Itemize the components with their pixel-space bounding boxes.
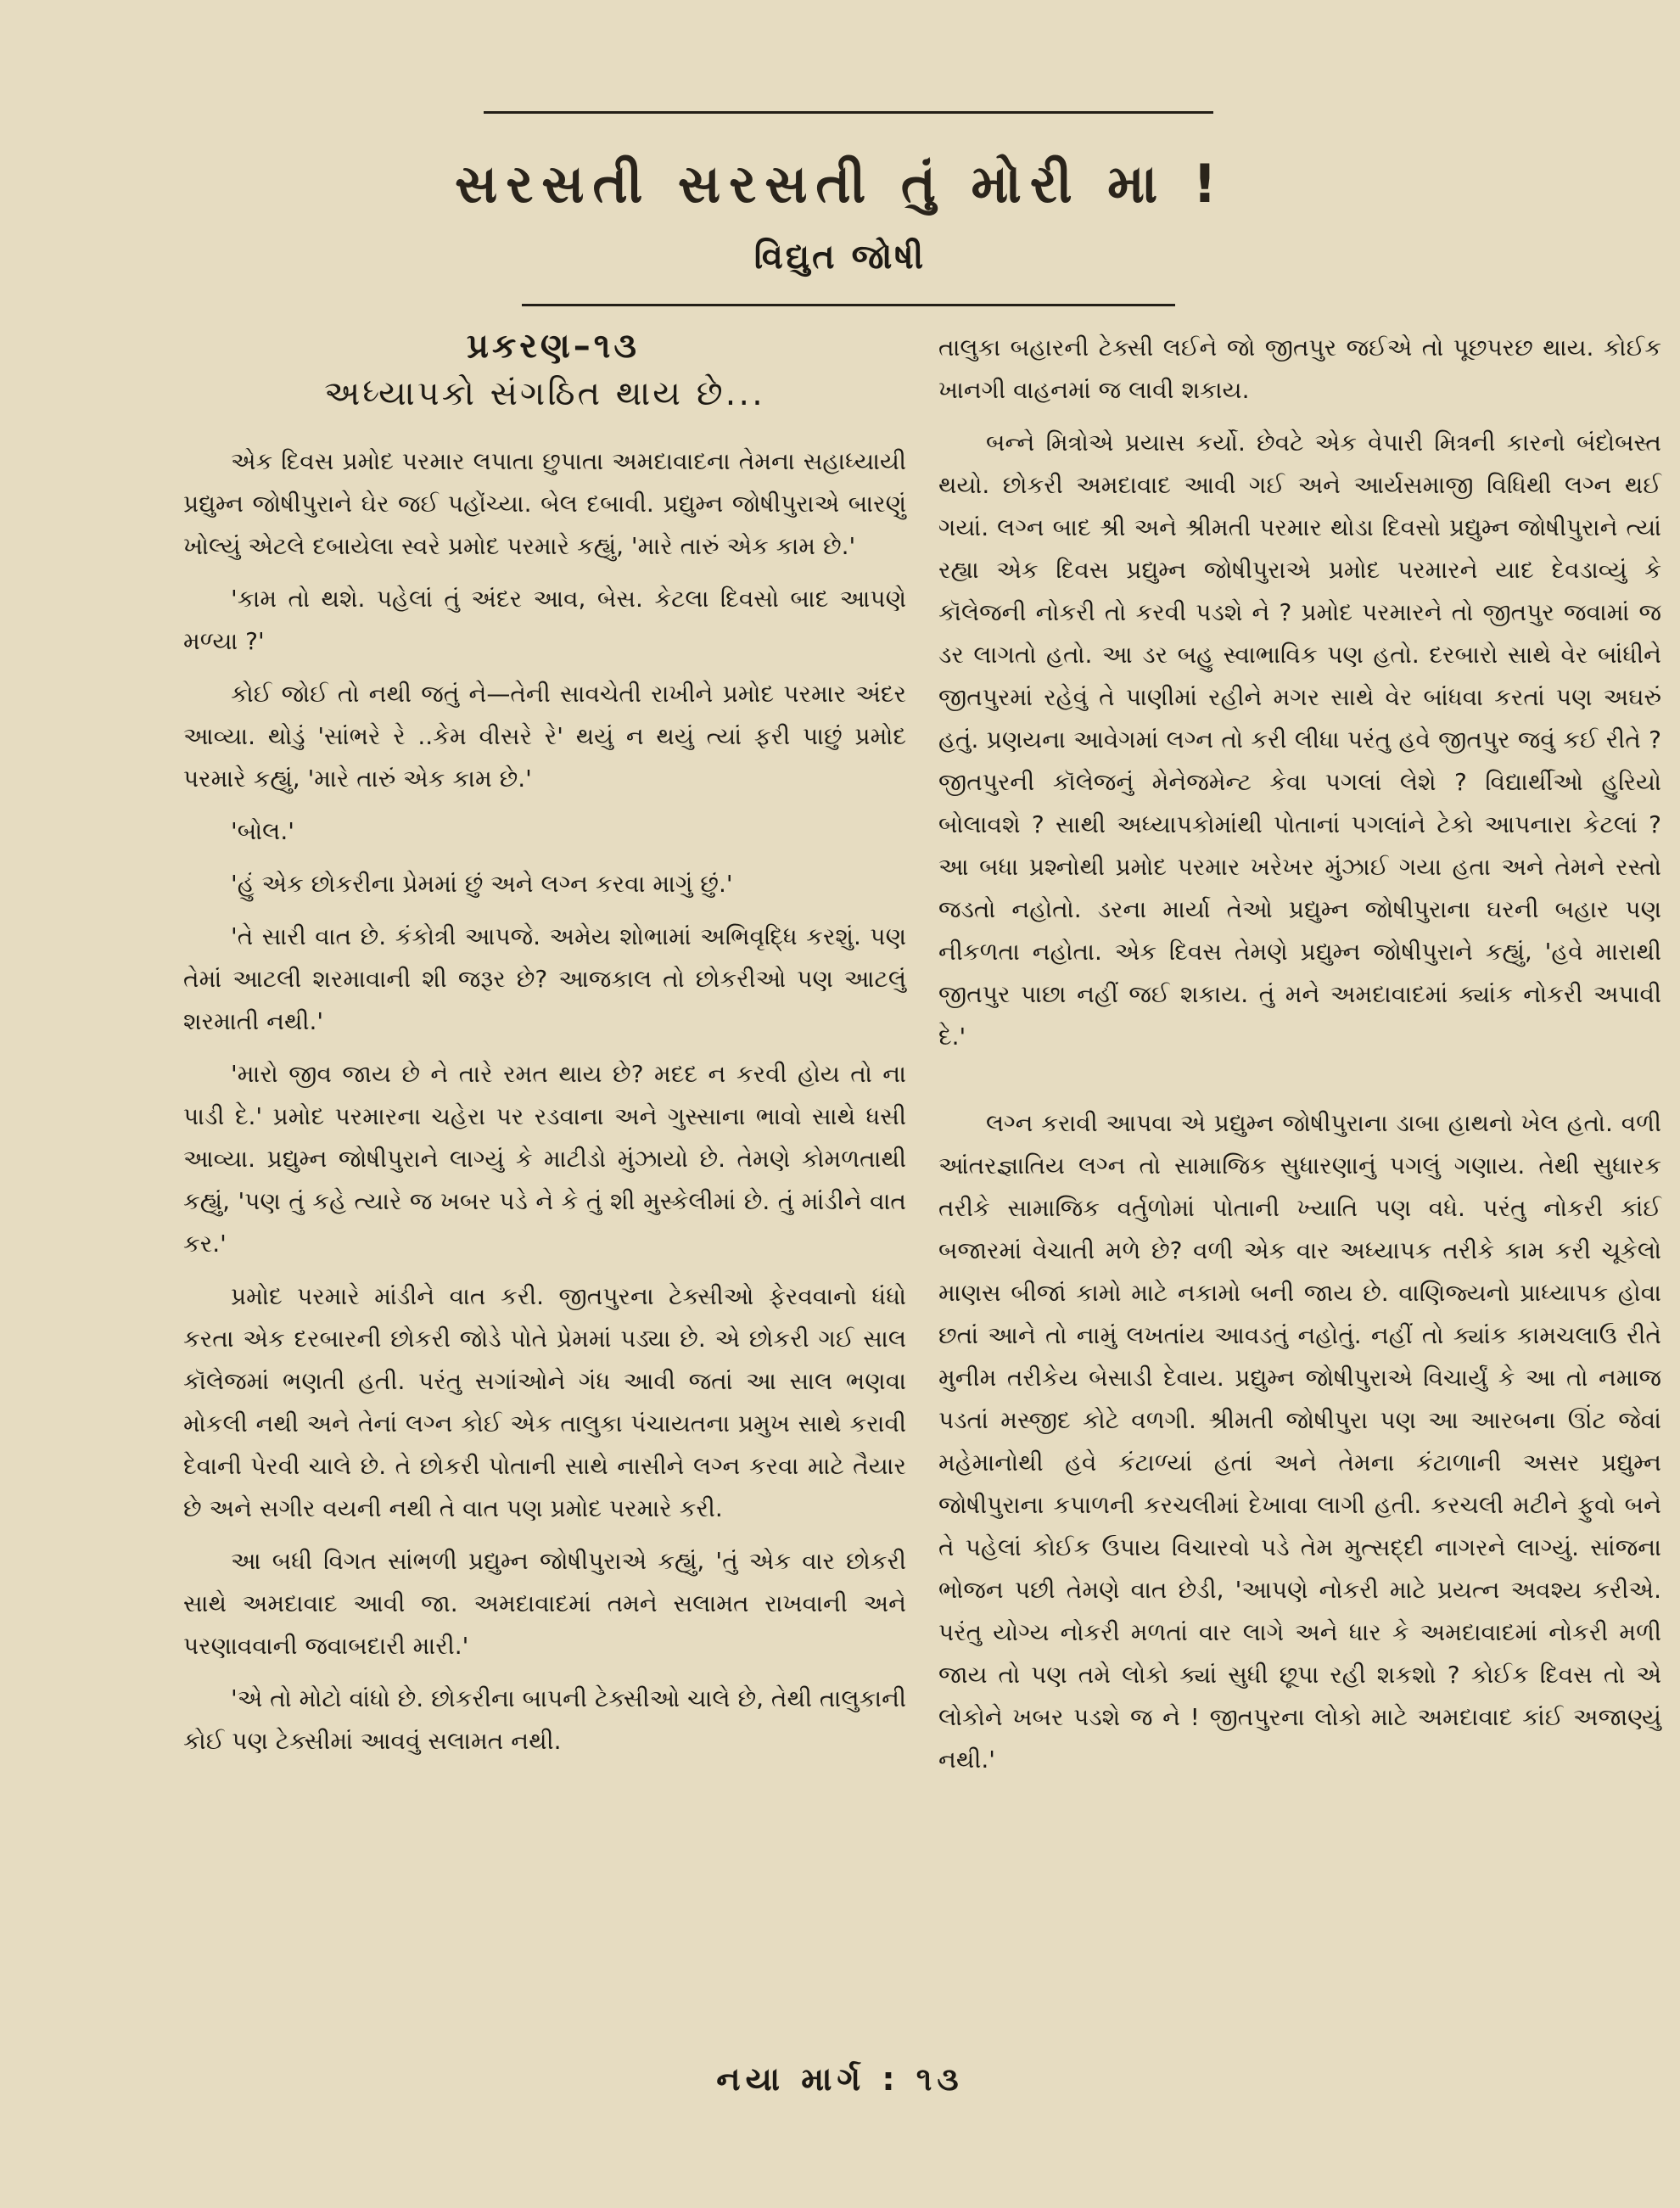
paragraph: 'એ તો મોટો વાંધો છે. છોકરીના બાપની ટેક્સીઓ ચાલે છે, તેથી તાલુકાની કોઈ પણ ટેક્સીમાં આવવું સલામત નથી. [183,1684,906,1755]
paragraph: આ બધી વિગત સાંભળી પ્રદ્યુમ્ન જોષીપુરાએ કહ્યું, 'તું એક વાર છોકરી સાથે અમદાવાદ આવી જા. અમદાવાદમાં તમને સલામત રાખવાની અને પરણાવવાની જવાબદારી મારી.' [183,1547,906,1660]
paragraph-gap [938,1068,1661,1102]
author-name: વિદ્યુત જોષી [753,238,927,277]
page-footer: નયા માર્ગ : ૧૩ [716,2060,964,2098]
paragraph: 'કામ તો થશે. પહેલાં તું અંદર આવ, બેસ. કેટલા દિવસો બાદ આપણે મળ્યા ?' [183,585,906,655]
title-divider-rule [522,304,1175,306]
article-title: સરસતી સરસતી તું મોરી મા ! [455,153,1225,215]
paragraph: 'મારો જીવ જાય છે ને તારે રમત થાય છે? મદદ ન કરવી હોય તો ના પાડી દે.' પ્રમોદ પરમારના ચહેરા પર રડવાના અને ગુસ્સાના ભાવો સાથે ધસી આવ્યા. પ્રદ્યુમ્ન જોષીપુરાને લાગ્યું કે માટીડો મુંઝાયો છે. તેમણે કોમળતાથી કહ્યું, 'પણ તું કહે ત્યારે જ ખબર પડે ને કે તું શી મુસ્કેલીમાં છે. તું માંડીને વાત કર.' [183,1060,906,1258]
paragraph: લગ્ન કરાવી આપવા એ પ્રદ્યુમ્ન જોષીપુરાના ડાબા હાથનો ખેલ હતો. વળી આંતરજ્ઞાતિય લગ્ન તો સામાજિક સુધારણાનું પગલું ગણાય. તેથી સુધારક તરીકે સામાજિક વર્તુળોમાં પોતાની ખ્યાતિ પણ વધે. પરંતુ નોકરી કાંઈ બજારમાં વેચાતી મળે છે? વળી એક વાર અધ્યાપક તરીકે કામ કરી ચૂકેલો માણસ બીજાં કામો માટે નકામો બની જાય છે. વાણિજ્યનો પ્રાધ્યાપક હોવા છતાં આને તો નામું લખતાંય આવડતું નહોતું. નહીં તો ક્યાંક કામચલાઉ રીતે મુનીમ તરીકેય બેસાડી દેવાય. પ્રદ્યુમ્ન જોષીપુરાએ વિચાર્યું કે આ તો નમાજ પડતાં મસ્જીદ કોટે વળગી. શ્રીમતી જોષીપુરા પણ આ આરબના ઊંટ જેવાં મહેમાનોથી હવે કંટાળ્યાં હતાં અને તેમના કંટાળાની અસર પ્રદ્યુમ્ન જોષીપુરાના કપાળની કરચલીમાં દેખાવા લાગી હતી. કરચલી મટીને ફુવો બને તે પહેલાં કોઈક ઉપાય વિચારવો પડે તેમ મુત્સદ્દી નાગરને લાગ્યું. સાંજના ભોજન પછી તેમણે વાત છેડી, 'આપણે નોકરી માટે પ્રયત્ન અવશ્ય કરીએ. પરંતુ યોગ્ય નોકરી મળતાં વાર લાગે અને ધાર કે અમદાવાદમાં નોકરી મળી જાય તો પણ તમે લોકો ક્યાં સુધી છૂપા રહી શકશો ? કોઈક દિવસ તો એ લોકોને ખબર પડશે જ ને ! જીતપુરના લોકો માટે અમદાવાદ કાંઈ અજાણ્યું નથી.' [938,1109,1661,1774]
chapter-title: અધ્યાપકો સંગઠિત થાય છે... [324,374,765,413]
paragraph: પ્રમોદ પરમારે માંડીને વાત કરી. જીતપુરના ટેક્સીઓ ફેરવવાનો ધંધો કરતા એક દરબારની છોકરી જોડે પોતે પ્રેમમાં પડ્યા છે. એ છોકરી ગઈ સાલ કૉલેજમાં ભણતી હતી. પરંતુ સગાંઓને ગંધ આવી જતાં આ સાલ ભણવા મોકલી નથી અને તેનાં લગ્ન કોઈ એક તાલુકા પંચાયતના પ્રમુખ સાથે કરાવી દેવાની પેરવી ચાલે છે. તે છોકરી પોતાની સાથે નાસીને લગ્ન કરવા માટે તૈયાર છે અને સગીર વયની નથી તે વાત પણ પ્રમોદ પરમારે કરી. [183,1282,906,1522]
paragraph: 'બોલ.' [231,817,294,845]
chapter-label: પ્રકરણ–૧૩ [467,327,640,366]
paragraph: એક દિવસ પ્રમોદ પરમાર લપાતા છુપાતા અમદાવાદના તેમના સહાધ્યાયી પ્રદ્યુમ્ન જોષીપુરાને ઘેર જઈ પહોંચ્યા. બેલ દબાવી. પ્રદ્યુમ્ન જોષીપુરાએ બારણું ખોલ્યું એટલે દબાયેલા સ્વરે પ્રમોદ પરમારે કહ્યું, 'મારે તારું એક કામ છે.' [183,447,906,560]
left-column [183,327,906,1773]
top-rule [484,111,1213,114]
right-column [938,327,1661,1791]
paragraph: કોઈ જોઈ તો નથી જતું ને—તેની સાવચેતી રાખીને પ્રમોદ પરમાર અંદર આવ્યા. થોડું 'સાંભરે રે ..કેમ વીસરે રે' થયું ન થયું ત્યાં ફરી પાછું પ્રમોદ પરમારે કહ્યું, 'મારે તારું એક કામ છે.' [183,680,906,793]
paragraph: 'હું એક છોકરીના પ્રેમમાં છું અને લગ્ન કરવા માગું છું.' [231,870,733,898]
paragraph: તાલુકા બહારની ટેક્સી લઈને જો જીતપુર જઈએ તો પૂછપરછ થાય. કોઈક ખાનગી વાહનમાં જ લાવી શકાય. [938,333,1661,404]
paragraph: બન્ને મિત્રોએ પ્રયાસ કર્યો. છેવટે એક વેપારી મિત્રની કારનો બંદોબસ્ત થયો. છોકરી અમદાવાદ આવી ગઈ અને આર્યસમાજી વિધિથી લગ્ન થઈ ગયાં. લગ્ન બાદ શ્રી અને શ્રીમતી પરમાર થોડા દિવસો પ્રદ્યુમ્ન જોષીપુરાને ત્યાં રહ્યા એક દિવસ પ્રદ્યુમ્ન જોષીપુરાએ પ્રમોદ પરમારને યાદ દેવડાવ્યું કે કૉલેજની નોકરી તો કરવી પડશે ને ? પ્રમોદ પરમારને તો જીતપુર જવામાં જ ડર લાગતો હતો. આ ડર બહુ સ્વાભાવિક પણ હતો. દરબારો સાથે વેર બાંધીને જીતપુરમાં રહેવું તે પાણીમાં રહીને મગર સાથે વેર બાંધવા કરતાં પણ અઘરું હતું. પ્રણયના આવેગમાં લગ્ન તો કરી લીધા પરંતુ હવે જીતપુર જવું કઈ રીતે ? જીતપુરની કૉલેજનું મેનેજમેન્ટ કેવા પગલાં લેશે ? વિદ્યાર્થીઓ હુરિયો બોલાવશે ? સાથી અધ્યાપકોમાંથી પોતાનાં પગલાંને ટેકો આપનારા કેટલાં ? આ બધા પ્રશ્નોથી પ્રમોદ પરમાર ખરેખર મુંઝાઈ ગયા હતા અને તેમને રસ્તો જડતો નહોતો. ડરના માર્યા તેઓ પ્રદ્યુમ્ન જોષીપુરાના ઘરની બહાર પણ નીકળતા નહોતા. એક દિવસ તેમણે પ્રદ્યુમ્ન જોષીપુરાને કહ્યું, 'હવે મારાથી જીતપુર પાછા નહીં જઈ શકાય. તું મને અમદાવાદમાં ક્યાંક નોકરી અપાવી દે.' [938,429,1661,1051]
paragraph: 'તે સારી વાત છે. કંકોત્રી આપજે. અમેય શોભામાં અભિવૃદ્ધિ કરશું. પણ તેમાં આટલી શરમાવાની શી જરૂર છે? આજકાલ તો છોકરીઓ પણ આટલું શરમાતી નથી.' [183,922,906,1035]
